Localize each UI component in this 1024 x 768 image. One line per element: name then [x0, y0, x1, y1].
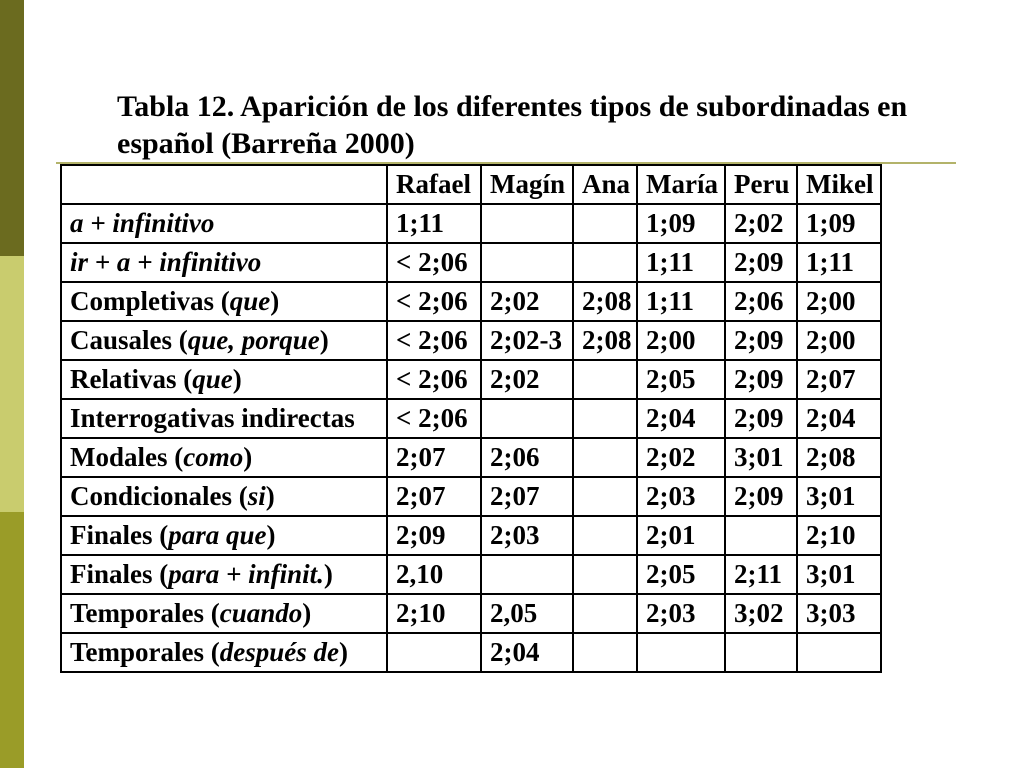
value-cell: 2;07: [387, 477, 481, 516]
row-label-segment: ): [323, 559, 333, 589]
row-label-segment: ): [266, 520, 276, 550]
value-cell: 3;01: [797, 555, 881, 594]
row-label-segment: para que: [168, 520, 267, 550]
value-cell: 2;02: [481, 360, 573, 399]
row-label-segment: Completivas (: [70, 286, 230, 316]
row-label-segment: ): [270, 286, 280, 316]
slide-title: [117, 88, 957, 162]
value-cell: 2;05: [637, 555, 725, 594]
table-row: [61, 243, 881, 282]
value-cell: [573, 477, 637, 516]
row-label: [61, 477, 387, 516]
row-label-segment: que: [192, 364, 233, 394]
value-cell: 2;01: [637, 516, 725, 555]
row-label-segment: como: [183, 442, 244, 472]
row-label: [61, 282, 387, 321]
row-label-segment: que: [229, 286, 271, 316]
row-label-segment: a + infinitivo: [70, 208, 215, 238]
value-cell: 3;01: [797, 477, 881, 516]
value-cell: 1;09: [797, 204, 881, 243]
value-cell: [573, 204, 637, 243]
row-label-segment: Modales (: [70, 442, 184, 472]
value-cell: 2;09: [725, 360, 797, 399]
value-cell: [573, 438, 637, 477]
row-label-segment: cuando: [219, 598, 303, 628]
row-label-segment: Interrogativas indirectas: [70, 403, 355, 433]
row-label: [61, 399, 387, 438]
row-label-segment: ir + a + infinitivo: [70, 247, 262, 277]
table-row: [61, 594, 881, 633]
header-cell-ana: Ana: [573, 165, 637, 204]
row-label-segment: después de: [219, 637, 339, 667]
value-cell: 2;10: [797, 516, 881, 555]
value-cell: 1;11: [797, 243, 881, 282]
value-cell: [573, 594, 637, 633]
value-cell: 2;02: [725, 204, 797, 243]
value-cell: [573, 555, 637, 594]
value-cell: 2,10: [387, 555, 481, 594]
row-label-segment: para + infinit.: [168, 559, 324, 589]
value-cell: 2;04: [637, 399, 725, 438]
header-cell-maria: María: [637, 165, 725, 204]
row-label-segment: ): [338, 637, 348, 667]
value-cell: [637, 633, 725, 672]
slide-title-line-2: español (Barreña 2000): [117, 127, 415, 160]
value-cell: [725, 633, 797, 672]
value-cell: 2;04: [797, 399, 881, 438]
table-row: [61, 438, 881, 477]
value-cell: [481, 555, 573, 594]
row-label: [61, 321, 387, 360]
row-label-segment: ): [302, 598, 312, 628]
table-row: [61, 204, 881, 243]
decorative-side-bar-middle: [0, 256, 24, 512]
value-cell: 2;06: [481, 438, 573, 477]
value-cell: [725, 516, 797, 555]
row-label-segment: Temporales (: [70, 598, 220, 628]
row-label-segment: que, porque: [187, 325, 320, 355]
row-label-segment: si: [247, 481, 266, 511]
value-cell: 1;09: [637, 204, 725, 243]
header-cell-rafael: Rafael: [387, 165, 481, 204]
value-cell: [481, 243, 573, 282]
value-cell: < 2;06: [387, 321, 481, 360]
value-cell: 2;08: [573, 321, 637, 360]
table-row: [61, 282, 881, 321]
table-row: [61, 477, 881, 516]
value-cell: < 2;06: [387, 399, 481, 438]
value-cell: [481, 204, 573, 243]
value-cell: 3;01: [725, 438, 797, 477]
value-cell: 2;04: [481, 633, 573, 672]
value-cell: 1;11: [387, 204, 481, 243]
value-cell: 2;03: [481, 516, 573, 555]
row-label: [61, 594, 387, 633]
row-label: [61, 633, 387, 672]
value-cell: 2;08: [573, 282, 637, 321]
value-cell: [573, 633, 637, 672]
value-cell: < 2;06: [387, 243, 481, 282]
value-cell: 2;11: [725, 555, 797, 594]
header-cell-peru: Peru: [725, 165, 797, 204]
value-cell: 2;03: [637, 477, 725, 516]
row-label: [61, 204, 387, 243]
value-cell: 1;11: [637, 282, 725, 321]
value-cell: 2;09: [387, 516, 481, 555]
value-cell: < 2;06: [387, 282, 481, 321]
table-row: [61, 321, 881, 360]
value-cell: 2;09: [725, 477, 797, 516]
value-cell: 3;03: [797, 594, 881, 633]
header-cell-magin: Magín: [481, 165, 573, 204]
row-label-segment: Relativas (: [70, 364, 193, 394]
value-cell: 2;07: [481, 477, 573, 516]
row-label: [61, 438, 387, 477]
value-cell: [573, 399, 637, 438]
table-body: [61, 204, 881, 672]
header-cell-mikel: Mikel: [797, 165, 881, 204]
table-row: [61, 555, 881, 594]
value-cell: 2;00: [797, 321, 881, 360]
row-label: [61, 360, 387, 399]
row-label-segment: Causales (: [70, 325, 188, 355]
value-cell: [573, 360, 637, 399]
row-label-segment: ): [232, 364, 242, 394]
value-cell: 2;00: [797, 282, 881, 321]
table-row: [61, 516, 881, 555]
value-cell: 2;09: [725, 321, 797, 360]
row-label: [61, 516, 387, 555]
value-cell: 2;02: [637, 438, 725, 477]
value-cell: 2;10: [387, 594, 481, 633]
value-cell: 2;02: [481, 282, 573, 321]
value-cell: < 2;06: [387, 360, 481, 399]
header-cell-empty: [61, 165, 387, 204]
value-cell: 1;11: [637, 243, 725, 282]
value-cell: 2;03: [637, 594, 725, 633]
row-label-segment: Finales (: [70, 559, 169, 589]
value-cell: [573, 243, 637, 282]
value-cell: 2;07: [797, 360, 881, 399]
value-cell: 2;09: [725, 243, 797, 282]
row-label-segment: Temporales (: [70, 637, 220, 667]
value-cell: 2;07: [387, 438, 481, 477]
value-cell: 2;09: [725, 399, 797, 438]
value-cell: 2;02-3: [481, 321, 573, 360]
table-row: [61, 633, 881, 672]
value-cell: [481, 399, 573, 438]
value-cell: [573, 516, 637, 555]
decorative-side-bar-bottom: [0, 512, 24, 768]
row-label-segment: ): [319, 325, 329, 355]
table-row: [61, 399, 881, 438]
table-row: [61, 360, 881, 399]
table-header-row: [61, 165, 881, 204]
row-label-segment: Finales (: [70, 520, 169, 550]
row-label: [61, 243, 387, 282]
value-cell: 2;08: [797, 438, 881, 477]
value-cell: 3;02: [725, 594, 797, 633]
value-cell: 2;05: [637, 360, 725, 399]
row-label-segment: Condicionales (: [70, 481, 248, 511]
value-cell: [387, 633, 481, 672]
decorative-side-bar-top: [0, 0, 24, 256]
subordinate-clauses-table: [60, 164, 882, 673]
slide-title-line-1: Tabla 12. Aparición de los diferentes tipos de subordinadas en: [117, 90, 908, 123]
value-cell: 2;00: [637, 321, 725, 360]
value-cell: [797, 633, 881, 672]
value-cell: 2,05: [481, 594, 573, 633]
row-label: [61, 555, 387, 594]
row-label-segment: ): [243, 442, 253, 472]
value-cell: 2;06: [725, 282, 797, 321]
row-label-segment: ): [265, 481, 275, 511]
